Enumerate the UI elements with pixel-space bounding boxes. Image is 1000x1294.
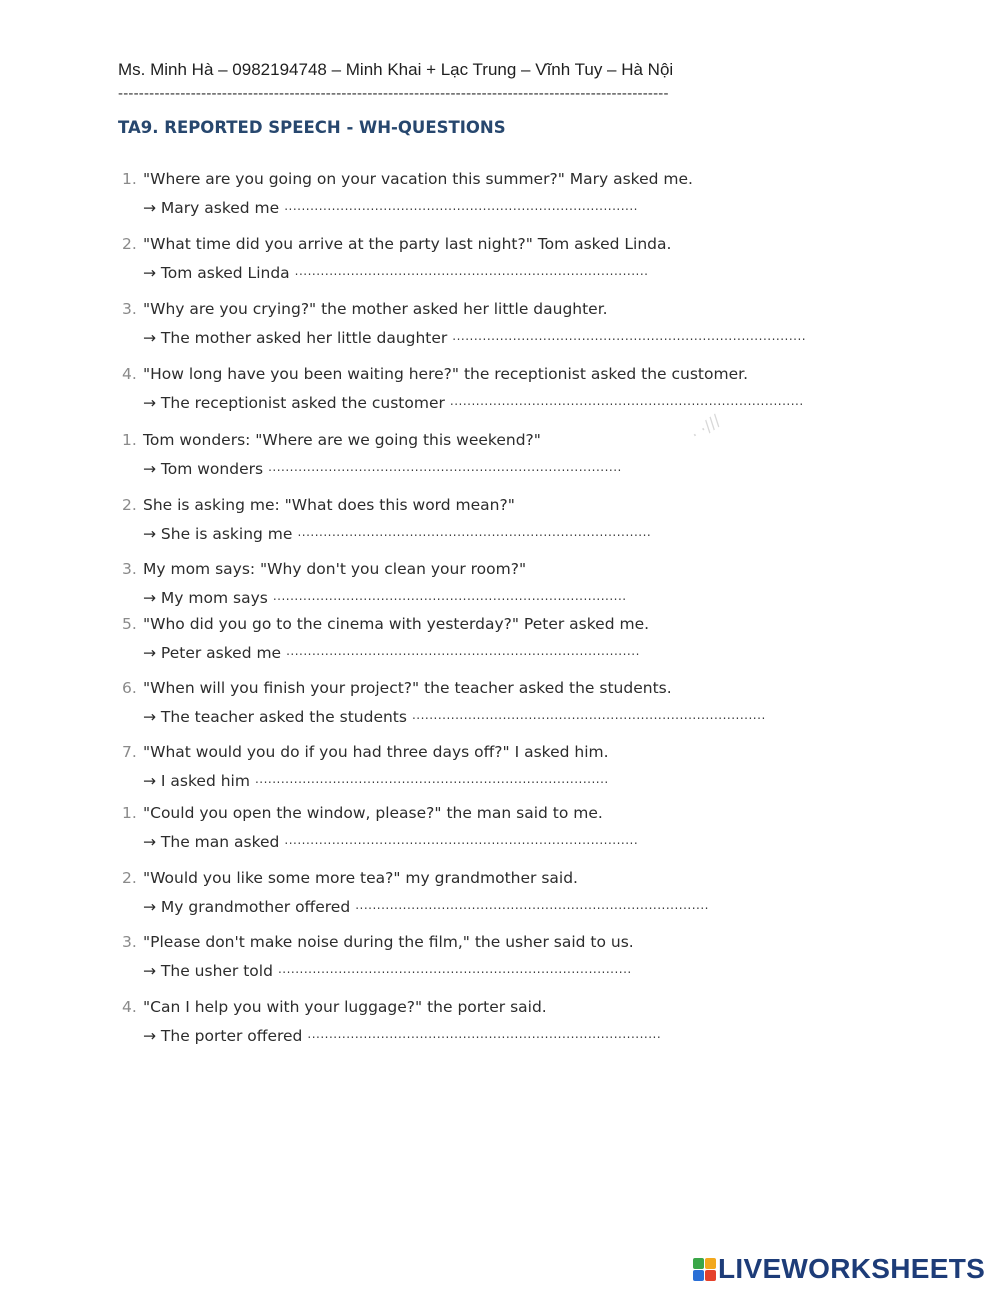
answer-blank[interactable]: .................................................................................. [307,1027,662,1041]
question-sentence: "Why are you crying?" the mother asked her little daughter. [143,300,608,318]
answer-prompt: → Peter asked me [143,644,282,662]
answer-line [143,329,806,347]
question-number: 3. [122,560,137,578]
question-sentence: She is asking me: "What does this word mean?" [143,496,515,514]
answer-prompt: → My mom says [143,589,268,607]
answer-line [143,589,627,607]
question-sentence: "When will you finish your project?" the teacher asked the students. [143,679,672,697]
answer-line [143,962,632,980]
logo-text: LIVEWORKSHEETS [718,1253,986,1284]
question-number: 2. [122,496,137,514]
answer-prompt: → The receptionist asked the customer [143,394,445,412]
worksheet-title: TA9. REPORTED SPEECH - WH-QUESTIONS [118,118,506,137]
logo-square [693,1270,704,1281]
answer-blank[interactable]: .................................................................................. [286,644,640,658]
question-text [122,998,547,1016]
answer-blank[interactable]: .................................................................................. [297,525,652,539]
question-sentence: "What would you do if you had three days off?" I asked him. [143,743,609,761]
question-text [122,615,649,633]
answer-blank[interactable]: .................................................................................. [284,833,639,847]
answer-blank[interactable]: .................................................................................. [449,394,804,408]
question-number: 1. [122,431,137,449]
question-number: 2. [122,869,137,887]
question-text [122,431,541,449]
answer-blank[interactable]: .................................................................................. [254,772,609,786]
answer-blank[interactable]: .................................................................................. [272,589,627,603]
answer-prompt: → The mother asked her little daughter [143,329,448,347]
question-sentence: "Where are you going on your vacation this summer?" Mary asked me. [143,170,693,188]
answer-prompt: → She is asking me [143,525,293,543]
liveworksheets-logo[interactable] [693,1252,985,1286]
answer-prompt: → I asked him [143,772,250,790]
question-number: 3. [122,300,137,318]
question-number: 1. [122,804,137,822]
question-text [122,170,693,188]
answer-line [143,525,651,543]
question-number: 6. [122,679,137,697]
question-sentence: Tom wonders: "Where are we going this weekend?" [143,431,541,449]
answer-prompt: → Tom wonders [143,460,264,478]
answer-line [143,264,648,282]
answer-blank[interactable]: .................................................................................. [294,264,649,278]
header-divider: ---------------------------------------------------------------------------------------------------------- [118,85,669,102]
question-sentence: "What time did you arrive at the party last night?" Tom asked Linda. [143,235,672,253]
answer-prompt: → The teacher asked the students [143,708,407,726]
answer-line [143,460,622,478]
question-number: 2. [122,235,137,253]
answer-prompt: → Tom asked Linda [143,264,290,282]
question-text [122,679,672,697]
answer-line [143,898,709,916]
answer-line [143,199,638,217]
question-number: 4. [122,365,137,383]
question-text [122,300,608,318]
question-sentence: "Who did you go to the cinema with yesterday?" Peter asked me. [143,615,650,633]
answer-line [143,1027,661,1045]
logo-square [705,1270,716,1281]
answer-prompt: → The usher told [143,962,273,980]
question-number: 1. [122,170,137,188]
answer-line [143,708,766,726]
watermark-mark: · ·/// [687,410,725,445]
answer-line [143,644,640,662]
answer-line [143,394,804,412]
logo-square [705,1258,716,1269]
answer-prompt: → The porter offered [143,1027,303,1045]
question-text [122,743,609,761]
question-text [122,560,526,578]
question-sentence: "Please don't make noise during the film," the usher said to us. [143,933,634,951]
question-text [122,933,634,951]
logo-grid-icon [693,1258,715,1280]
answer-blank[interactable]: .................................................................................. [277,962,632,976]
answer-line [143,833,638,851]
answer-blank[interactable]: .................................................................................. [355,898,709,912]
question-number: 7. [122,743,137,761]
question-number: 4. [122,998,137,1016]
question-sentence: "How long have you been waiting here?" the receptionist asked the customer. [143,365,749,383]
question-text [122,496,515,514]
logo-square [693,1258,704,1269]
answer-prompt: → The man asked [143,833,280,851]
question-sentence: My mom says: "Why don't you clean your room?" [143,560,527,578]
question-sentence: "Would you like some more tea?" my grandmother said. [143,869,578,887]
answer-prompt: → Mary asked me [143,199,280,217]
answer-prompt: → My grandmother offered [143,898,351,916]
question-sentence: "Can I help you with your luggage?" the porter said. [143,998,547,1016]
question-text [122,804,603,822]
answer-blank[interactable]: .................................................................................. [452,329,807,343]
question-text [122,869,578,887]
teacher-contact-header: Ms. Minh Hà – 0982194748 – Minh Khai + Lạc Trung – Vĩnh Tuy – Hà Nội [118,60,674,79]
answer-blank[interactable]: .................................................................................. [284,199,638,213]
answer-blank[interactable]: .................................................................................. [268,460,622,474]
question-number: 3. [122,933,137,951]
answer-line [143,772,609,790]
question-text [122,235,671,253]
question-text [122,365,748,383]
question-number: 5. [122,615,137,633]
answer-blank[interactable]: .................................................................................. [411,708,766,722]
question-sentence: "Could you open the window, please?" the man said to me. [143,804,603,822]
